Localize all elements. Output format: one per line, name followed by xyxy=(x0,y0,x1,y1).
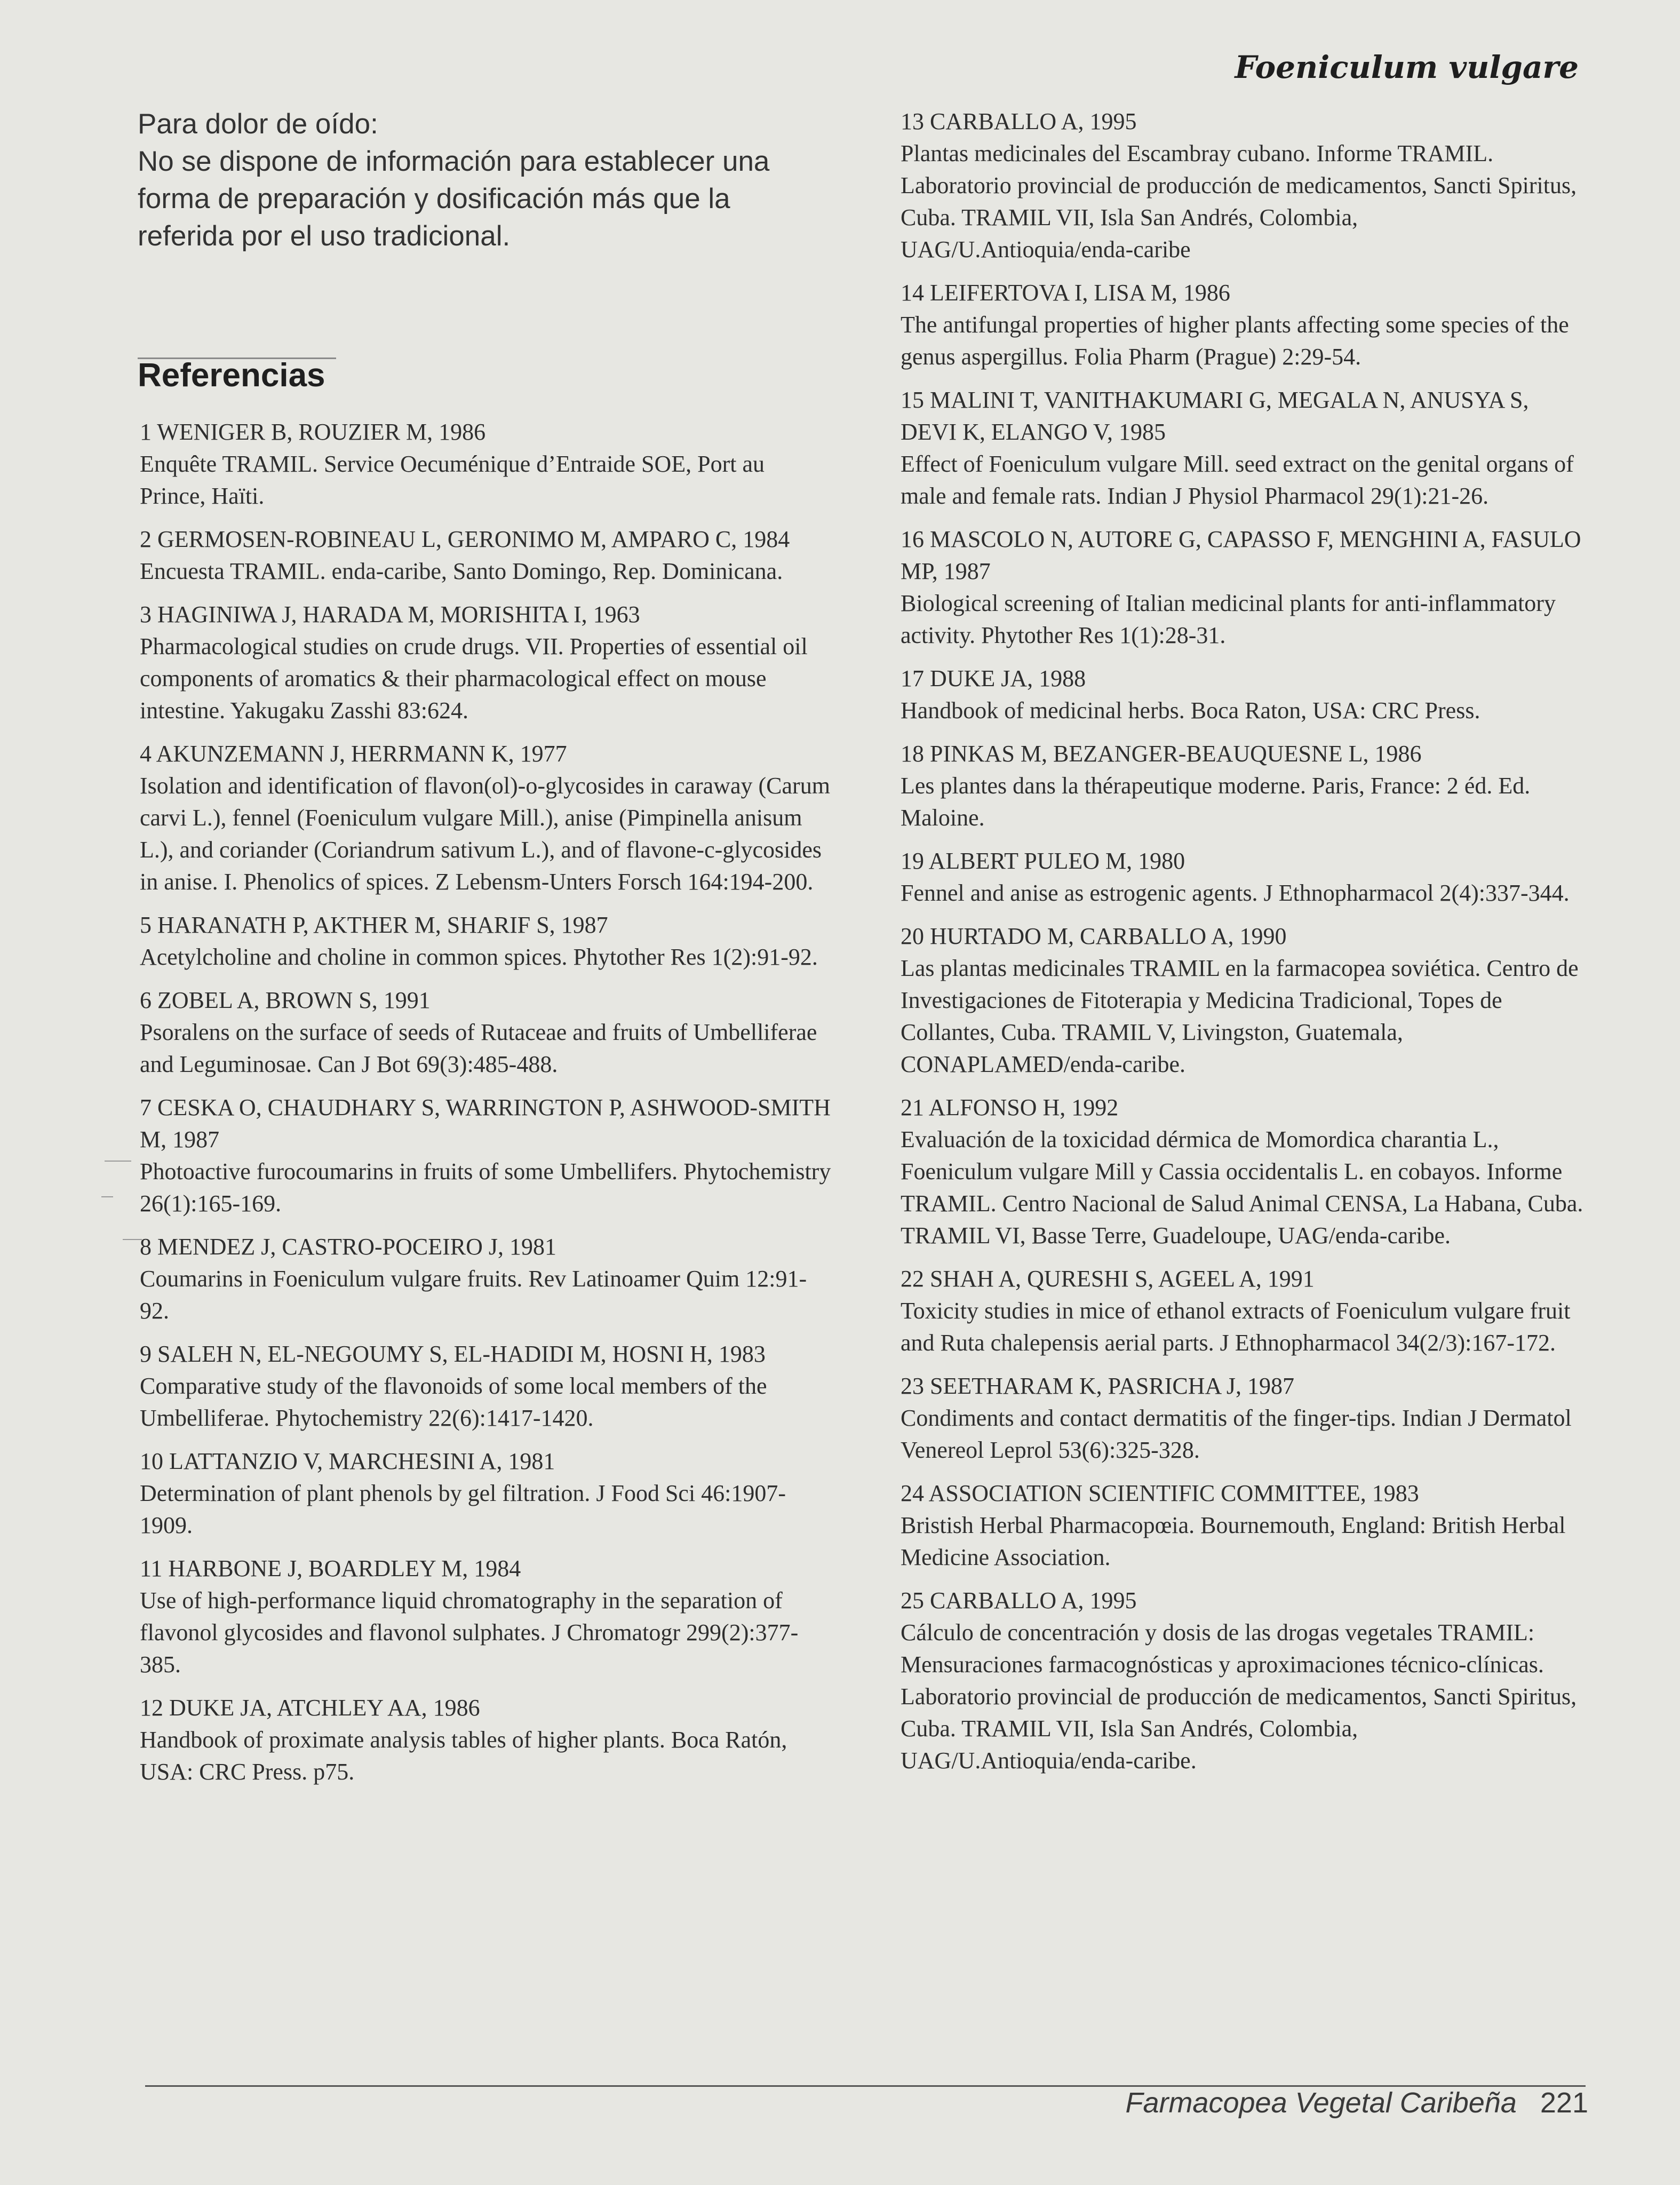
section-title: Referencias xyxy=(138,357,325,394)
reference-item xyxy=(901,738,1583,834)
reference-citation: Toxicity studies in mice of ethanol extracts of Foeniculum vulgare fruit and Ruta chalepensis aerial parts. J Ethnopharmacol 34(2/3):167-172. xyxy=(901,1298,1571,1356)
reference-citation: Coumarins in Foeniculum vulgare fruits. Rev Latinoamer Quim 12:91-92. xyxy=(140,1266,807,1324)
reference-item xyxy=(140,738,833,898)
intro-heading: Para dolor de oído: xyxy=(138,108,378,140)
reference-item xyxy=(901,523,1583,651)
intro-block xyxy=(138,106,799,255)
reference-item xyxy=(901,1092,1583,1252)
references-left-column xyxy=(140,416,833,1799)
reference-authors: 14 LEIFERTOVA I, LISA M, 1986 xyxy=(901,280,1230,306)
reference-citation: Enquête TRAMIL. Service Oecuménique d’Entraide SOE, Port au Prince, Haïti. xyxy=(140,451,765,509)
reference-authors: 25 CARBALLO A, 1995 xyxy=(901,1587,1137,1614)
margin-mark xyxy=(123,1239,142,1240)
reference-item xyxy=(140,1338,833,1434)
reference-authors: 17 DUKE JA, 1988 xyxy=(901,665,1086,692)
references-right-column xyxy=(901,106,1583,1788)
reference-citation: Fennel and anise as estrogenic agents. J Ethnopharmacol 2(4):337-344. xyxy=(901,880,1570,906)
reference-citation: Effect of Foeniculum vulgare Mill. seed extract on the genital organs of male and female rats. Indian J Physiol Pharmacol 29(1):21-26. xyxy=(901,451,1574,509)
reference-authors: 23 SEETHARAM K, PASRICHA J, 1987 xyxy=(901,1373,1294,1399)
reference-citation: Biological screening of Italian medicinal plants for anti-inflammatory activity. Phytother Res 1(1):28-31. xyxy=(901,590,1556,648)
reference-citation: The antifungal properties of higher plants affecting some species of the genus aspergillus. Folia Pharm (Prague) 2:29-54. xyxy=(901,312,1569,370)
reference-citation: Pharmacological studies on crude drugs. VII. Properties of essential oil components of aromatics & their pharmacological effect on mouse intestine. Yakugaku Zasshi 83:624. xyxy=(140,633,808,724)
reference-citation: Photoactive furocoumarins in fruits of some Umbellifers. Phytochemistry 26(1):165-169. xyxy=(140,1158,831,1217)
reference-citation: Determination of plant phenols by gel filtration. J Food Sci 46:1907-1909. xyxy=(140,1480,786,1538)
reference-item xyxy=(901,1263,1583,1359)
reference-authors: 19 ALBERT PULEO M, 1980 xyxy=(901,848,1185,874)
reference-citation: Handbook of proximate analysis tables of higher plants. Boca Ratón, USA: CRC Press. p75. xyxy=(140,1727,787,1785)
reference-authors: 10 LATTANZIO V, MARCHESINI A, 1981 xyxy=(140,1448,555,1474)
reference-authors: 24 ASSOCIATION SCIENTIFIC COMMITTEE, 1983 xyxy=(901,1480,1419,1506)
reference-authors: 6 ZOBEL A, BROWN S, 1991 xyxy=(140,987,431,1013)
reference-authors: 21 ALFONSO H, 1992 xyxy=(901,1094,1119,1121)
reference-citation: Handbook of medicinal herbs. Boca Raton, USA: CRC Press. xyxy=(901,697,1480,724)
margin-mark xyxy=(101,1196,113,1197)
reference-citation: Condiments and contact dermatitis of the finger-tips. Indian J Dermatol Venereol Leprol 53(6):325-328. xyxy=(901,1405,1572,1463)
reference-item xyxy=(901,845,1583,909)
reference-citation: Acetylcholine and choline in common spices. Phytother Res 1(2):91-92. xyxy=(140,944,818,970)
reference-authors: 2 GERMOSEN-ROBINEAU L, GERONIMO M, AMPARO C, 1984 xyxy=(140,526,790,552)
running-head: Foeniculum vulgare xyxy=(1235,49,1579,85)
reference-authors: 18 PINKAS M, BEZANGER-BEAUQUESNE L, 1986 xyxy=(901,741,1422,767)
reference-item xyxy=(140,984,833,1080)
reference-citation: Las plantas medicinales TRAMIL en la farmacopea soviética. Centro de Investigaciones de Fitoterapia y Medicina Tradicional, Topes de Collantes, Cuba. TRAMIL V, Livingston, Guatemala, CONAPLAMED/enda-caribe. xyxy=(901,955,1579,1077)
reference-item xyxy=(140,416,833,512)
reference-citation: Bristish Herbal Pharmacopœia. Bournemouth, England: British Herbal Medicine Association. xyxy=(901,1512,1566,1570)
reference-item xyxy=(901,920,1583,1080)
reference-item xyxy=(901,1585,1583,1777)
reference-item xyxy=(140,1692,833,1788)
reference-authors: 16 MASCOLO N, AUTORE G, CAPASSO F, MENGHINI A, FASULO MP, 1987 xyxy=(901,526,1581,584)
reference-authors: 15 MALINI T, VANITHAKUMARI G, MEGALA N, ANUSYA S, DEVI K, ELANGO V, 1985 xyxy=(901,387,1529,445)
reference-authors: 5 HARANATH P, AKTHER M, SHARIF S, 1987 xyxy=(140,912,608,938)
reference-item xyxy=(901,1370,1583,1466)
reference-item xyxy=(140,1231,833,1327)
reference-item xyxy=(901,384,1583,512)
reference-item xyxy=(901,663,1583,727)
reference-citation: Cálculo de concentración y dosis de las drogas vegetales TRAMIL: Mensuraciones farmacognósticas y aproximaciones técnico-clínicas. Laboratorio provincial de producción de medicamentos, Sancti Spiritus, Cuba. TRAMIL VII, Isla San Andrés, Colombia, UAG/U.Antioquia/enda-caribe. xyxy=(901,1619,1577,1774)
reference-item xyxy=(140,1092,833,1220)
reference-citation: Plantas medicinales del Escambray cubano. Informe TRAMIL. Laboratorio provincial de producción de medicamentos, Sancti Spiritus, Cuba. TRAMIL VII, Isla San Andrés, Colombia, UAG/U.Antioquia/enda-caribe xyxy=(901,140,1577,263)
reference-authors: 9 SALEH N, EL-NEGOUMY S, EL-HADIDI M, HOSNI H, 1983 xyxy=(140,1341,766,1367)
reference-authors: 11 HARBONE J, BOARDLEY M, 1984 xyxy=(140,1555,521,1582)
reference-citation: Use of high-performance liquid chromatography in the separation of flavonol glycosides and flavonol sulphates. J Chromatogr 299(2):377-385. xyxy=(140,1587,799,1678)
reference-citation: Psoralens on the surface of seeds of Rutaceae and fruits of Umbelliferae and Leguminosae. Can J Bot 69(3):485-488. xyxy=(140,1019,817,1077)
reference-item xyxy=(901,277,1583,373)
reference-item xyxy=(901,1477,1583,1574)
reference-authors: 8 MENDEZ J, CASTRO-POCEIRO J, 1981 xyxy=(140,1234,557,1260)
reference-authors: 22 SHAH A, QURESHI S, AGEEL A, 1991 xyxy=(901,1266,1315,1292)
reference-citation: Les plantes dans la thérapeutique moderne. Paris, France: 2 éd. Ed. Maloine. xyxy=(901,773,1531,831)
reference-authors: 7 CESKA O, CHAUDHARY S, WARRINGTON P, ASHWOOD-SMITH M, 1987 xyxy=(140,1094,831,1153)
reference-item xyxy=(140,523,833,587)
reference-item xyxy=(140,1445,833,1542)
footer xyxy=(1125,2086,1588,2119)
reference-citation: Encuesta TRAMIL. enda-caribe, Santo Domingo, Rep. Dominicana. xyxy=(140,558,783,584)
reference-authors: 4 AKUNZEMANN J, HERRMANN K, 1977 xyxy=(140,741,567,767)
reference-item xyxy=(901,106,1583,266)
reference-citation: Comparative study of the flavonoids of some local members of the Umbelliferae. Phytochemistry 22(6):1417-1420. xyxy=(140,1373,767,1431)
footer-title: Farmacopea Vegetal Caribeña xyxy=(1125,2087,1517,2119)
margin-mark xyxy=(105,1161,131,1162)
reference-authors: 1 WENIGER B, ROUZIER M, 1986 xyxy=(140,419,486,445)
reference-item xyxy=(140,599,833,727)
reference-authors: 3 HAGINIWA J, HARADA M, MORISHITA I, 1963 xyxy=(140,601,640,627)
reference-item xyxy=(140,1553,833,1681)
reference-authors: 20 HURTADO M, CARBALLO A, 1990 xyxy=(901,923,1287,949)
reference-authors: 12 DUKE JA, ATCHLEY AA, 1986 xyxy=(140,1695,480,1721)
page-number: 221 xyxy=(1540,2087,1588,2119)
reference-authors: 13 CARBALLO A, 1995 xyxy=(901,108,1137,134)
reference-citation: Isolation and identification of flavon(ol)-o-glycosides in caraway (Carum carvi L.), fennel (Foeniculum vulgare Mill.), anise (Pimpinella anisum L.), and coriander (Coriandrum sativum L.), and of flavone-c-glycosides in anise. I. Phenolics of spices. Z Lebensm-Unters Forsch 164:194-200. xyxy=(140,773,830,895)
reference-item xyxy=(140,909,833,973)
intro-text: No se dispone de información para establecer una forma de preparación y dosificación más que la referida por el uso tradicional. xyxy=(138,146,770,252)
reference-citation: Evaluación de la toxicidad dérmica de Momordica charantia L., Foeniculum vulgare Mill y Cassia occidentalis L. en cobayos. Informe TRAMIL. Centro Nacional de Salud Animal CENSA, La Habana, Cuba. TRAMIL VI, Basse Terre, Guadeloupe, UAG/enda-caribe. xyxy=(901,1126,1583,1249)
